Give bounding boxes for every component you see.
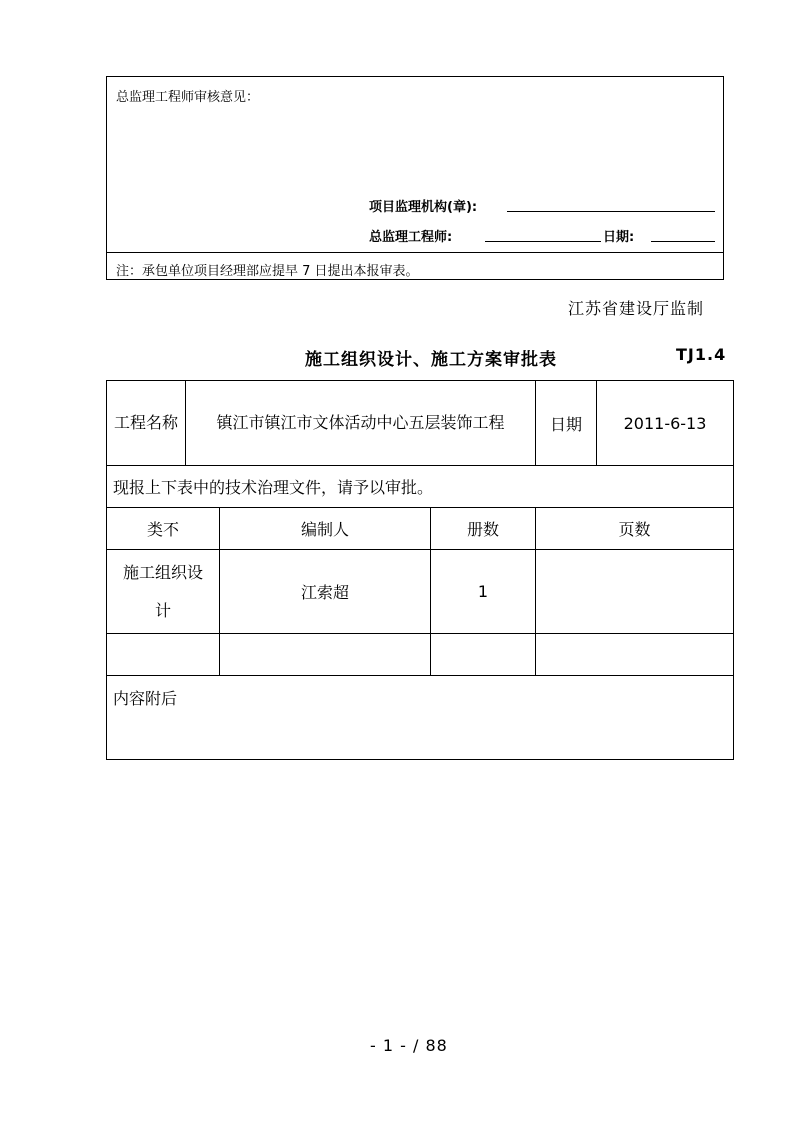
supervised-by: 江苏省建设厅监制 bbox=[568, 299, 705, 318]
header-author: 编制人 bbox=[220, 508, 431, 550]
project-name-label: 工程名称 bbox=[107, 381, 186, 466]
engineer-signature-line bbox=[485, 241, 601, 242]
form-title: 施工组织设计、施工方案审批表 bbox=[305, 350, 557, 370]
project-row bbox=[107, 381, 734, 466]
header-pages: 页数 bbox=[536, 508, 734, 550]
request-row bbox=[107, 466, 734, 508]
table-row bbox=[107, 550, 734, 634]
review-date-line bbox=[651, 241, 715, 242]
header-category: 类不 bbox=[107, 508, 220, 550]
org-label: 项目监理机构(章): bbox=[369, 200, 478, 215]
doc-author: 江索超 bbox=[220, 550, 431, 634]
doc-category: 施工组织设计 bbox=[107, 550, 220, 634]
engineer-label: 总监理工程师: bbox=[369, 230, 453, 245]
doc-volumes bbox=[431, 634, 536, 676]
doc-volumes: 1 bbox=[431, 550, 536, 634]
content-note: 内容附后 bbox=[107, 676, 734, 760]
content-row bbox=[107, 676, 734, 760]
review-divider bbox=[107, 252, 723, 253]
doc-author bbox=[220, 634, 431, 676]
review-note: 注：承包单位项目经理部应提早 7 日提出本报审表。 bbox=[116, 264, 419, 279]
docs-header-row bbox=[107, 508, 734, 550]
doc-pages bbox=[536, 550, 734, 634]
table-row bbox=[107, 634, 734, 676]
page-number: - 1 - / 88 bbox=[370, 1036, 448, 1055]
org-signature-line bbox=[507, 211, 715, 212]
review-date-label: 日期: bbox=[603, 230, 635, 245]
review-box bbox=[106, 76, 724, 280]
project-date-label: 日期 bbox=[536, 381, 597, 466]
header-volumes: 册数 bbox=[431, 508, 536, 550]
doc-category bbox=[107, 634, 220, 676]
opinion-label: 总监理工程师审核意见： bbox=[116, 90, 260, 105]
project-date-value: 2011-6-13 bbox=[597, 381, 734, 466]
doc-pages bbox=[536, 634, 734, 676]
request-text: 现报上下表中的技术治理文件，请予以审批。 bbox=[107, 466, 734, 508]
approval-table bbox=[106, 380, 734, 760]
project-name-value: 镇江市镇江市文体活动中心五层装饰工程 bbox=[186, 381, 536, 466]
form-code: TJ1.4 bbox=[676, 345, 727, 364]
